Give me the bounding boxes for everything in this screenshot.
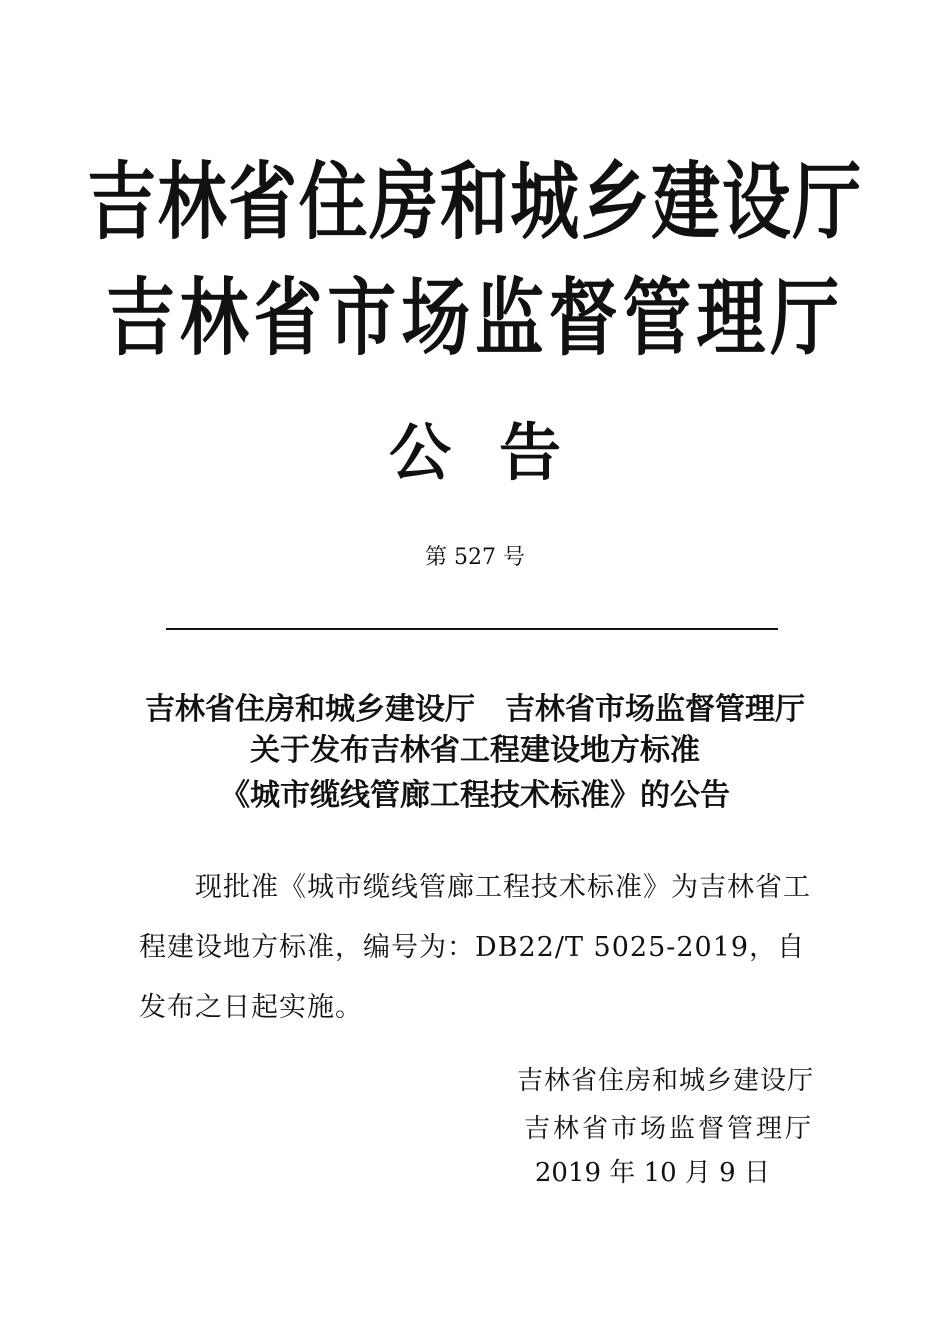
notice-title-line-2: 关于发布吉林省工程建设地方标准 [250, 733, 700, 768]
header-divider [166, 628, 778, 630]
signature-issuer-2: 吉林省市场监督管理厅 [523, 1114, 814, 1144]
issuer-header-line-2: 吉林省市场监督管理厅 [105, 269, 844, 367]
signature-date: 2019 年 10 月 9 日 [534, 1158, 770, 1188]
signature-issuer-1: 吉林省住房和城乡建设厅 [516, 1066, 814, 1096]
notice-heading: 公告 [388, 416, 609, 489]
document-number: 第 527 号 [425, 545, 525, 570]
issuer-header-line-1: 吉林省住房和城乡建设厅 [87, 153, 863, 251]
notice-title-line-3: 《城市缆线管廊工程技术标准》的公告 [220, 778, 730, 813]
notice-body: 现批准《城市缆线管廊工程技术标准》为吉林省工程建设地方标准，编号为：DB22/T 5025-2019，自发布之日起实施。 [139, 872, 811, 1023]
notice-title-line-1: 吉林省住房和城乡建设厅 吉林省市场监督管理厅 [145, 692, 805, 727]
